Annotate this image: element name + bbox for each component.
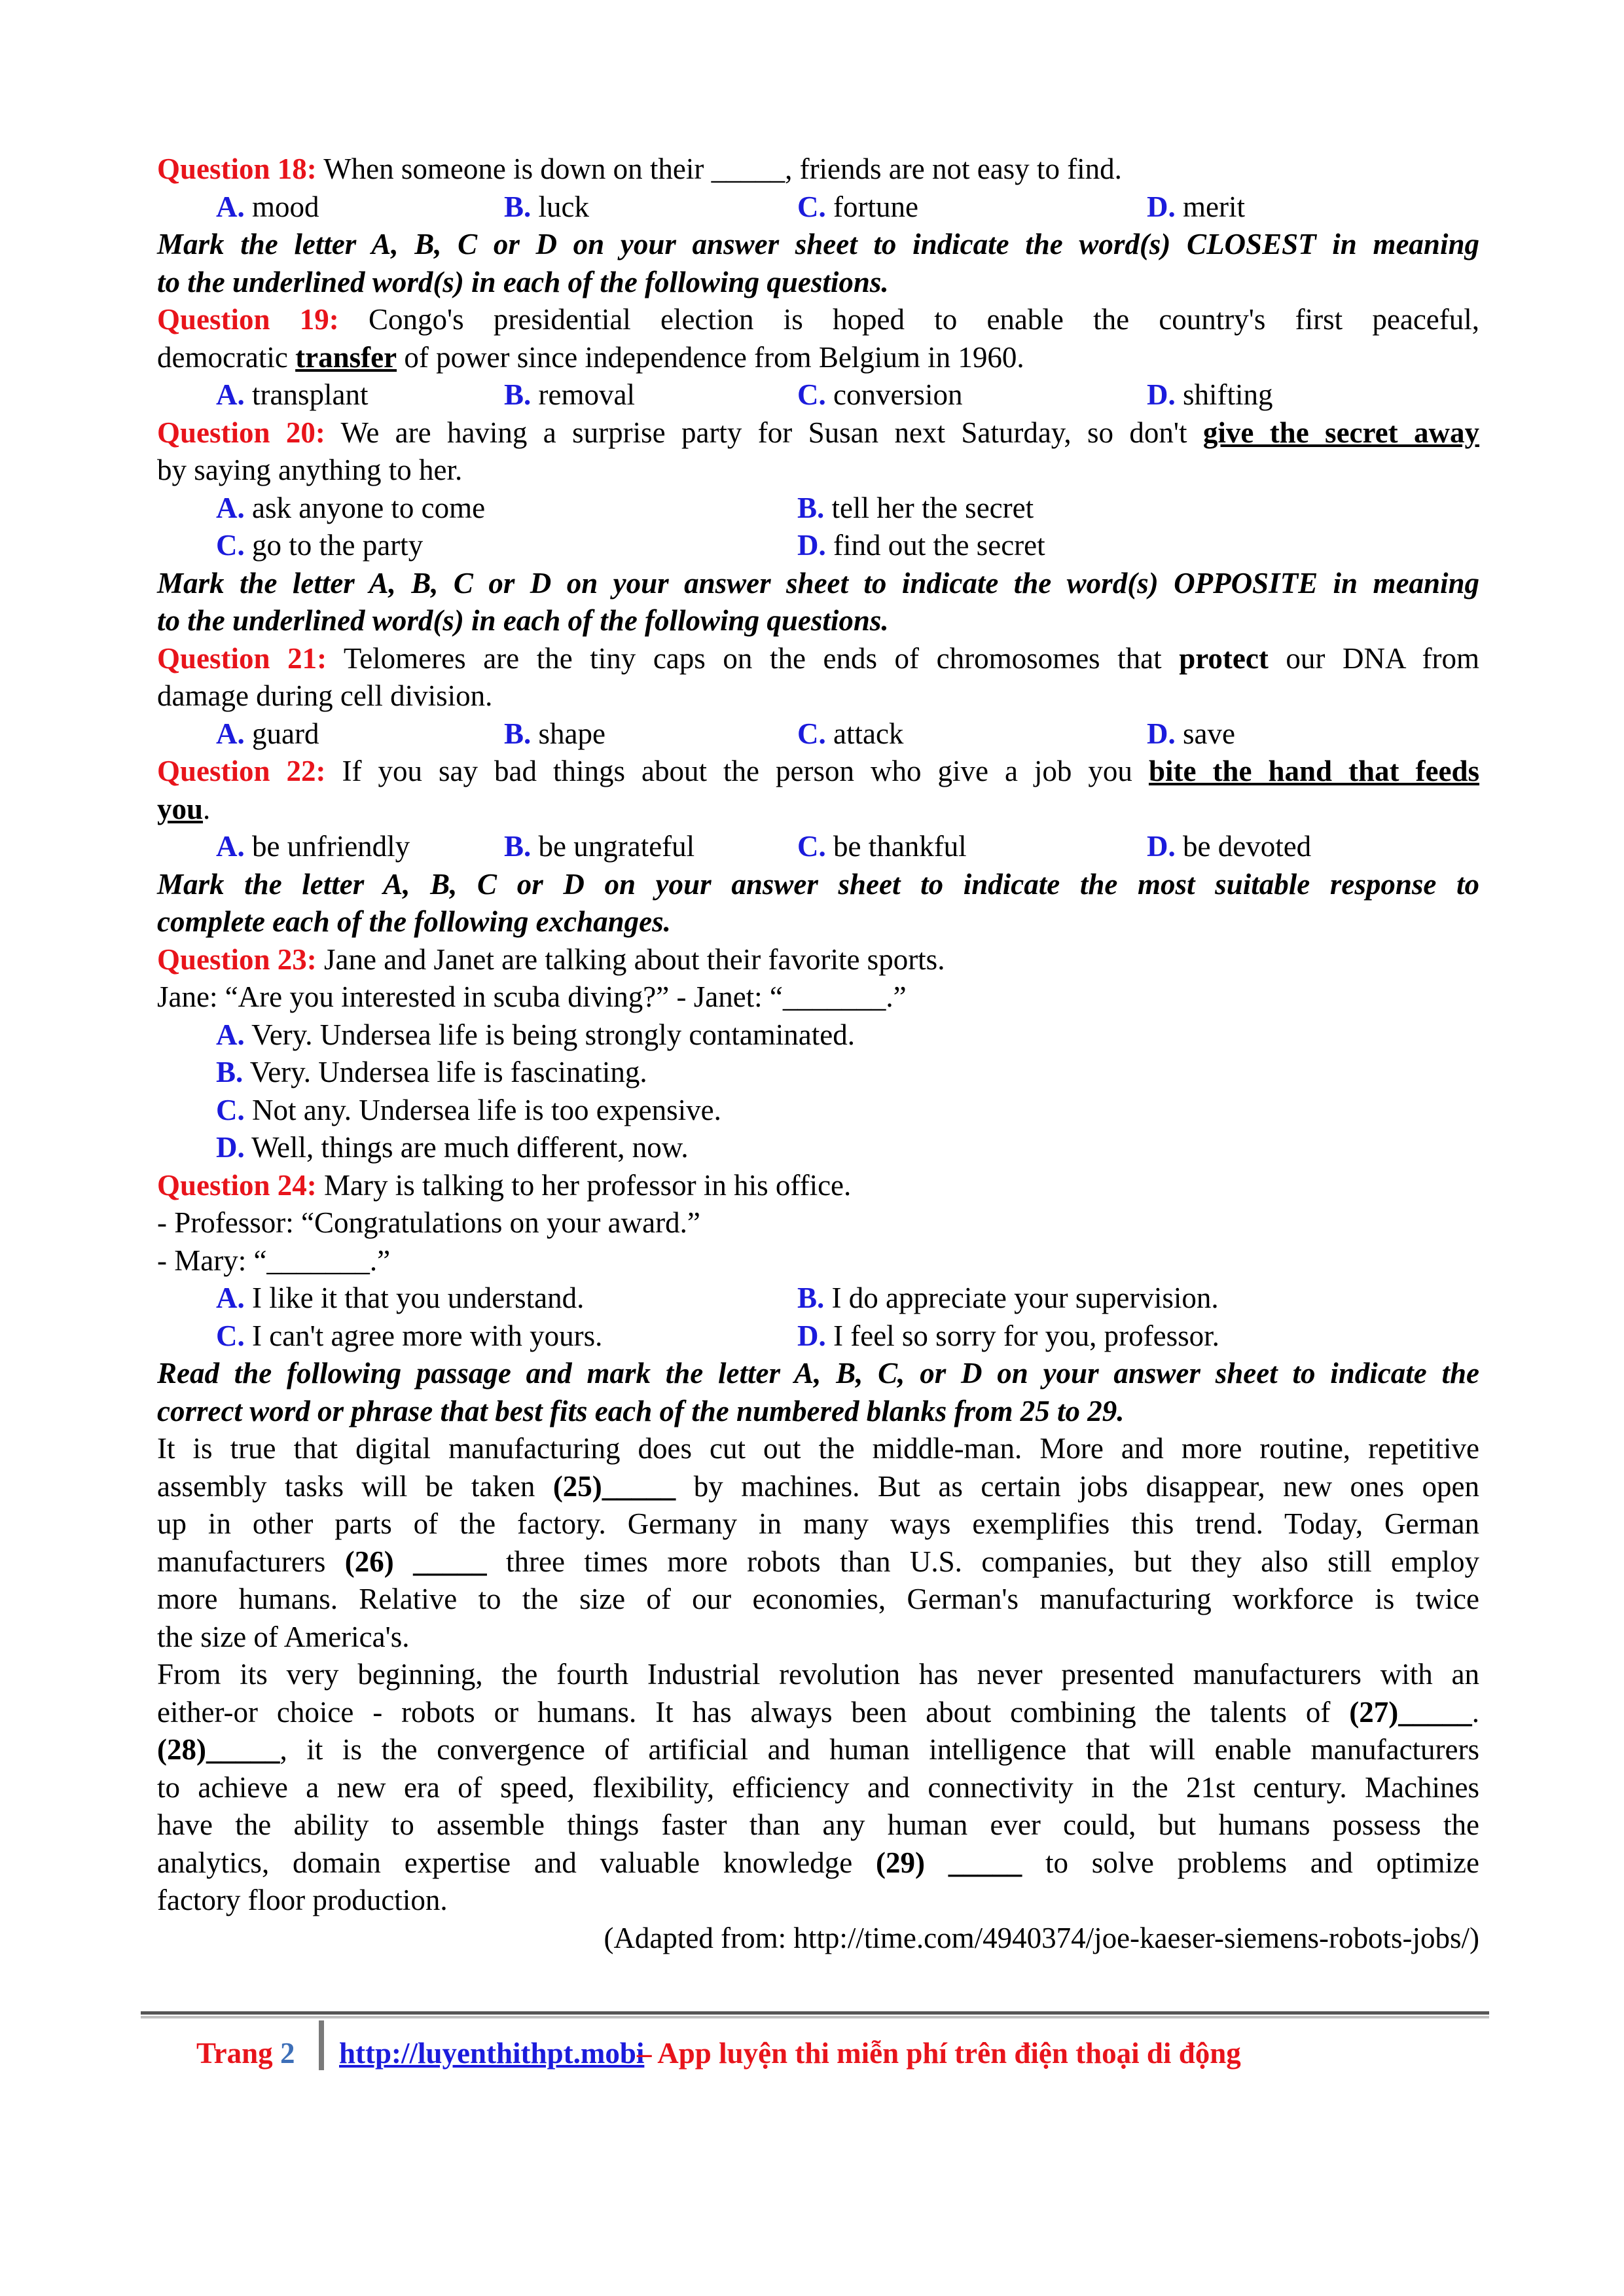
option-text: I like it that you understand.	[244, 1282, 585, 1314]
page-number	[196, 2036, 295, 2070]
option-text: save	[1175, 717, 1235, 750]
option-letter: B.	[504, 717, 532, 750]
question-text: If you say bad things about the person who give a job you	[325, 755, 1149, 787]
option-a	[216, 1280, 584, 1318]
option-letter: C.	[216, 1093, 245, 1126]
option-letter: A.	[216, 1282, 245, 1314]
option-c	[216, 1318, 602, 1355]
option-letter: D.	[1147, 190, 1176, 223]
question-20-options-row-2	[157, 527, 1479, 565]
question-24-options-row-2	[157, 1318, 1479, 1355]
option-c	[216, 527, 423, 565]
option-letter: A.	[216, 830, 245, 863]
passage-line: to achieve a new era of speed, flexibility, efficiency and connectivity in the 21st century. Machines	[157, 1770, 1479, 1804]
option-letter: D.	[797, 529, 826, 562]
passage-line	[157, 1543, 1479, 1581]
option-letter: B.	[504, 190, 532, 223]
option-text: ask anyone to come	[244, 491, 486, 524]
option-c	[797, 828, 967, 866]
question-22-line-2	[157, 791, 1479, 829]
question-21	[157, 640, 1479, 678]
passage-text: , it is the convergence of artificial and human intelligence that will enable manufacturers	[280, 1733, 1479, 1766]
question-20-line-2: by saying anything to her.	[157, 454, 463, 486]
option-a	[216, 490, 485, 528]
instruction-passage-line-2: correct word or phrase that best fits each of the numbered blanks from 25 to 29.	[157, 1394, 1125, 1427]
option-text: find out the secret	[825, 529, 1045, 562]
option-letter: D.	[797, 1319, 826, 1352]
question-20-options-row-1	[157, 490, 1479, 528]
blank-26: (26) _____	[344, 1545, 487, 1578]
question-19-line-2	[157, 339, 1479, 377]
passage-text: assembly tasks will be taken	[157, 1469, 553, 1503]
option-letter: B.	[504, 830, 532, 863]
option-text: mood	[244, 190, 319, 223]
footer-rule-shadow	[141, 2016, 1489, 2018]
option-a	[216, 188, 319, 226]
option-text: be devoted	[1175, 830, 1312, 863]
question-label: Question 23:	[157, 942, 317, 976]
passage-text: three times more robots than U.S. companies, but they also still employ	[486, 1545, 1479, 1578]
option-c	[797, 376, 962, 414]
option-b	[797, 490, 1034, 528]
blank-25: (25)_____	[552, 1469, 676, 1503]
option-a	[157, 1016, 1479, 1054]
option-d	[797, 1318, 1219, 1355]
footer-divider	[319, 2020, 324, 2070]
option-a	[216, 376, 368, 414]
question-text: Congo's presidential election is hoped to enable the country's first peaceful,	[338, 303, 1480, 336]
option-letter: B.	[216, 1056, 244, 1088]
footer-link[interactable]: http://luyenthithpt.mobi	[339, 2037, 645, 2070]
option-a	[216, 715, 319, 753]
option-letter: A.	[216, 491, 245, 524]
question-23	[157, 941, 1479, 979]
option-letter: A.	[216, 717, 245, 750]
option-d	[797, 527, 1045, 565]
page-label: Trang	[196, 2037, 280, 2070]
passage-line: have the ability to assemble things faster than any human ever could, but humans possess the	[157, 1808, 1479, 1841]
option-letter: A.	[216, 190, 245, 223]
footer-app-text: – App luyện thi miễn phí trên điện thoại di động	[637, 2037, 1241, 2070]
option-letter: C.	[797, 378, 826, 411]
option-d	[1147, 715, 1235, 753]
passage-source: (Adapted from: http://time.com/4940374/joe-kaeser-siemens-robots-jobs/)	[604, 1921, 1479, 1954]
instruction-opposite-line-1: Mark the letter A, B, C or D on your answer sheet to indicate the word(s) OPPOSITE in meaning	[157, 566, 1479, 600]
option-d	[157, 1129, 1479, 1167]
instruction-opposite-line-2: to the underlined word(s) in each of the following questions.	[157, 604, 889, 637]
question-22	[157, 753, 1479, 791]
option-letter: C.	[216, 529, 245, 562]
page-footer	[141, 2011, 1489, 2116]
question-label: Question 20:	[157, 416, 325, 449]
question-text: our DNA from	[1268, 641, 1480, 675]
blank-27: (27)_____	[1349, 1695, 1472, 1729]
option-c	[157, 1092, 1479, 1130]
option-letter: A.	[216, 378, 245, 411]
question-24	[157, 1167, 1479, 1205]
question-24-professor-line: - Professor: “Congratulations on your award.”	[157, 1206, 700, 1239]
instruction-closest-line-2: to the underlined word(s) in each of the following questions.	[157, 265, 889, 298]
option-text: guard	[244, 717, 319, 750]
option-text: go to the party	[244, 529, 424, 562]
underlined-phrase: bite the hand that feeds	[1148, 755, 1480, 787]
option-text: luck	[531, 190, 589, 223]
option-letter: C.	[797, 830, 826, 863]
option-d	[1147, 376, 1273, 414]
option-b	[504, 188, 589, 226]
option-letter: C.	[797, 190, 826, 223]
question-24-mary-line: - Mary: “_______.”	[157, 1244, 391, 1277]
underlined-phrase: give the secret away	[1202, 416, 1479, 449]
option-b	[504, 715, 605, 753]
question-23-dialogue: Jane: “Are you interested in scuba diving?” - Janet: “_______.”	[157, 980, 907, 1013]
passage-line: It is true that digital manufacturing does cut out the middle-man. More and more routine, repetitive	[157, 1432, 1479, 1465]
option-letter: B.	[797, 1282, 825, 1314]
question-20	[157, 414, 1479, 452]
passage-line: up in other parts of the factory. Germany in many ways exemplifies this trend. Today, German	[157, 1507, 1479, 1540]
question-text: .	[203, 792, 211, 825]
passage-line: the size of America's.	[157, 1620, 410, 1653]
question-label: Question 21:	[157, 641, 327, 675]
passage-text: by machines. But as certain jobs disappear, new ones open	[676, 1469, 1479, 1503]
instruction-passage-line-1: Read the following passage and mark the letter A, B, C, or D on your answer sheet to indicate the	[157, 1357, 1479, 1390]
question-21-options	[157, 715, 1479, 753]
option-c	[797, 188, 918, 226]
option-text: be unfriendly	[244, 830, 410, 863]
option-letter: C.	[797, 717, 826, 750]
option-text: Very. Undersea life is fascinating.	[243, 1056, 647, 1088]
underlined-word: transfer	[295, 340, 397, 374]
option-b	[504, 376, 635, 414]
option-text: shape	[531, 717, 605, 750]
question-18	[157, 151, 1479, 188]
option-letter: B.	[797, 491, 825, 524]
option-text: Well, things are much different, now.	[244, 1131, 689, 1164]
passage-line	[157, 1694, 1479, 1732]
question-text: When someone is down on their _____, friends are not easy to find.	[316, 152, 1122, 185]
bold-word: protect	[1179, 641, 1269, 675]
question-text: democratic	[157, 340, 296, 374]
question-label: Question 18:	[157, 152, 317, 185]
option-letter: D.	[1147, 378, 1176, 411]
question-label: Question 22:	[157, 755, 326, 787]
option-text: fortune	[825, 190, 918, 223]
option-text: attack	[825, 717, 904, 750]
question-18-options	[157, 188, 1479, 226]
passage-text: to solve problems and optimize	[1022, 1846, 1479, 1879]
question-text: Mary is talking to her professor in his office.	[316, 1168, 852, 1202]
instruction-closest-line-1: Mark the letter A, B, C or D on your answer sheet to indicate the word(s) CLOSEST in meaning	[157, 228, 1479, 260]
passage-text: either-or choice - robots or humans. It has always been about combining the talents of	[157, 1695, 1350, 1729]
passage-line	[157, 1844, 1479, 1882]
option-b	[504, 828, 695, 866]
passage-line: factory floor production.	[157, 1884, 448, 1916]
question-19	[157, 301, 1479, 339]
option-text: conversion	[825, 378, 963, 411]
option-text: be thankful	[825, 830, 967, 863]
option-c	[797, 715, 903, 753]
instruction-response-line-2: complete each of the following exchanges.	[157, 905, 671, 938]
option-text: I do appreciate your supervision.	[824, 1282, 1219, 1314]
question-text: of power since independence from Belgium in 1960.	[397, 340, 1024, 374]
question-text: We are having a surprise party for Susan next Saturday, so don't	[325, 416, 1203, 449]
option-text: transplant	[244, 378, 369, 411]
question-text: Telomeres are the tiny caps on the ends of chromosomes that	[327, 641, 1180, 675]
option-b	[157, 1054, 1479, 1092]
question-text: Jane and Janet are talking about their favorite sports.	[316, 942, 945, 976]
option-d	[1147, 188, 1245, 226]
option-text: be ungrateful	[531, 830, 695, 863]
option-a	[216, 828, 410, 866]
passage-line: more humans. Relative to the size of our economies, German's manufacturing workforce is twice	[157, 1583, 1479, 1615]
option-text: shifting	[1175, 378, 1273, 411]
option-letter: C.	[216, 1319, 245, 1352]
option-text: Very. Undersea life is being strongly contaminated.	[244, 1018, 856, 1051]
option-letter: A.	[216, 1018, 245, 1051]
question-label: Question 19:	[157, 303, 339, 336]
option-text: tell her the secret	[824, 491, 1034, 524]
passage-line: From its very beginning, the fourth Industrial revolution has never presented manufacturers with an	[157, 1658, 1479, 1691]
page-number-value: 2	[280, 2037, 295, 2070]
underlined-phrase-end: you	[157, 792, 204, 825]
footer-rule	[141, 2011, 1489, 2015]
option-text: merit	[1175, 190, 1245, 223]
question-22-options	[157, 828, 1479, 866]
passage-line	[157, 1731, 1479, 1769]
question-24-options-row-1	[157, 1280, 1479, 1318]
option-d	[1147, 828, 1311, 866]
passage-text: analytics, domain expertise and valuable knowledge	[157, 1846, 876, 1879]
option-text: I can't agree more with yours.	[244, 1319, 603, 1352]
instruction-response-line-1: Mark the letter A, B, C or D on your answer sheet to indicate the most suitable response to	[157, 867, 1479, 901]
passage-line	[157, 1468, 1479, 1506]
option-text: I feel so sorry for you, professor.	[825, 1319, 1219, 1352]
exam-page	[157, 151, 1479, 1957]
option-text: removal	[531, 378, 635, 411]
passage-text: manufacturers	[157, 1545, 345, 1578]
option-letter: D.	[1147, 717, 1176, 750]
blank-29: (29) _____	[876, 1846, 1022, 1879]
option-text: Not any. Undersea life is too expensive.	[244, 1093, 721, 1126]
question-19-options	[157, 376, 1479, 414]
option-letter: B.	[504, 378, 532, 411]
question-21-line-2: damage during cell division.	[157, 679, 493, 712]
option-letter: D.	[1147, 830, 1176, 863]
question-label: Question 24:	[157, 1168, 317, 1202]
option-b	[797, 1280, 1219, 1318]
blank-28: (28)_____	[157, 1733, 280, 1766]
passage-text: .	[1471, 1695, 1479, 1729]
option-letter: D.	[216, 1131, 245, 1164]
